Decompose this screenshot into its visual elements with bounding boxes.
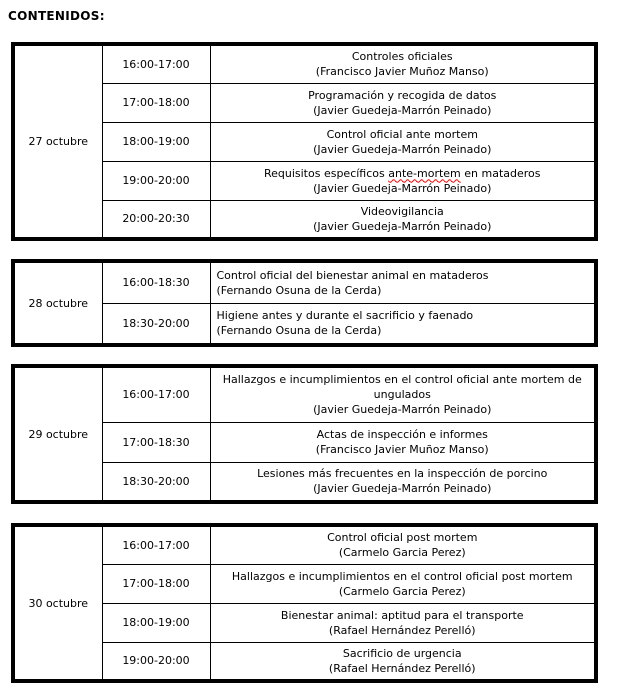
date-cell: 27 octubre <box>13 44 102 239</box>
session-title-text: en mataderos <box>460 166 541 180</box>
session-speaker: (Francisco Javier Muñoz Manso) <box>315 443 489 456</box>
session-speaker: (Fernando Osuna de la Cerda) <box>216 324 382 338</box>
date-cell: 30 octubre <box>13 525 102 681</box>
time-slot-cell: 18:00-19:00 <box>102 122 210 161</box>
time-slot-cell: 17:00-18:00 <box>102 83 210 122</box>
schedule-table-28-octubre <box>11 259 598 347</box>
table-row <box>13 366 596 422</box>
session-cell <box>210 366 596 422</box>
session-speaker: (Javier Guedeja-Marrón Peinado) <box>313 482 492 496</box>
schedule-table-30-octubre <box>11 523 598 683</box>
session-speaker: (Francisco Javier Muñoz Manso) <box>315 65 489 79</box>
session-speaker: (Rafael Hernández Perelló) <box>328 623 476 637</box>
time-slot-cell: 20:00-20:30 <box>102 200 210 239</box>
session-cell <box>210 83 596 122</box>
session-title-text: Requisitos específicos <box>263 166 389 180</box>
session-title: Lesiones más frecuentes en la inspección de porcino <box>257 467 548 481</box>
session-title: Hallazgos e incumplimientos en el control oficial ante mortem de ungulados <box>222 373 582 402</box>
session-speaker: (Javier Guedeja-Marrón Peinado) <box>313 403 492 417</box>
misspelled-word: ante-mortem <box>388 166 461 180</box>
date-cell: 28 octubre <box>13 261 102 345</box>
session-speaker: (Javier Guedeja-Marrón Peinado) <box>313 103 492 117</box>
page-title: CONTENIDOS: <box>8 9 105 23</box>
session-speaker: (Fernando Osuna de la Cerda) <box>216 283 382 297</box>
session-speaker: (Carmelo Garcia Perez) <box>338 584 466 598</box>
session-speaker: (Javier Guedeja-Marrón Peinado) <box>313 142 492 156</box>
session-title: Sacrificio de urgencia <box>342 646 462 660</box>
session-cell <box>210 122 596 161</box>
table-row <box>13 44 596 83</box>
time-slot-cell: 18:30-20:00 <box>102 462 210 502</box>
session-cell <box>210 603 596 642</box>
time-slot-cell: 17:00-18:30 <box>102 422 210 462</box>
time-slot-cell: 19:00-20:00 <box>102 161 210 200</box>
session-cell <box>210 525 596 564</box>
session-title: Controles oficiales <box>351 50 453 64</box>
schedule-table-29-octubre <box>11 364 598 504</box>
time-slot-cell: 19:00-20:00 <box>102 642 210 681</box>
session-title: Control oficial del bienestar animal en mataderos <box>216 268 489 282</box>
session-title: Bienestar animal: aptitud para el transporte <box>280 608 524 622</box>
time-slot-cell: 18:00-19:00 <box>102 603 210 642</box>
date-cell: 29 octubre <box>13 366 102 502</box>
session-title: Actas de inspección e informes <box>316 428 488 441</box>
time-slot-cell: 16:00-17:00 <box>102 44 210 83</box>
session-title: Hallazgos e incumplimientos en el control oficial post mortem <box>231 569 573 583</box>
session-title: Higiene antes y durante el sacrificio y faenado <box>216 309 474 323</box>
table-row <box>13 261 596 303</box>
table-row <box>13 525 596 564</box>
session-cell <box>210 422 596 462</box>
session-speaker: (Javier Guedeja-Marrón Peinado) <box>313 181 492 195</box>
session-title <box>219 166 587 181</box>
session-cell <box>210 200 596 239</box>
time-slot-cell: 16:00-18:30 <box>102 261 210 303</box>
session-title: Control oficial ante mortem <box>326 127 478 141</box>
time-slot-cell: 16:00-17:00 <box>102 525 210 564</box>
session-cell <box>210 642 596 681</box>
session-speaker: (Rafael Hernández Perelló) <box>328 661 476 675</box>
time-slot-cell: 16:00-17:00 <box>102 366 210 422</box>
session-cell <box>210 261 596 303</box>
session-speaker: (Carmelo Garcia Perez) <box>338 546 466 560</box>
session-title: Control oficial post mortem <box>327 531 478 545</box>
session-cell <box>210 161 596 200</box>
session-cell <box>210 564 596 603</box>
session-cell <box>210 303 596 345</box>
time-slot-cell: 18:30-20:00 <box>102 303 210 345</box>
session-cell <box>210 462 596 502</box>
session-speaker: (Javier Guedeja-Marrón Peinado) <box>313 219 492 233</box>
session-title: Videovigilancia <box>360 204 444 218</box>
schedule-table-27-octubre <box>11 42 598 241</box>
session-cell <box>210 44 596 83</box>
time-slot-cell: 17:00-18:00 <box>102 564 210 603</box>
session-title: Programación y recogida de datos <box>308 88 497 102</box>
